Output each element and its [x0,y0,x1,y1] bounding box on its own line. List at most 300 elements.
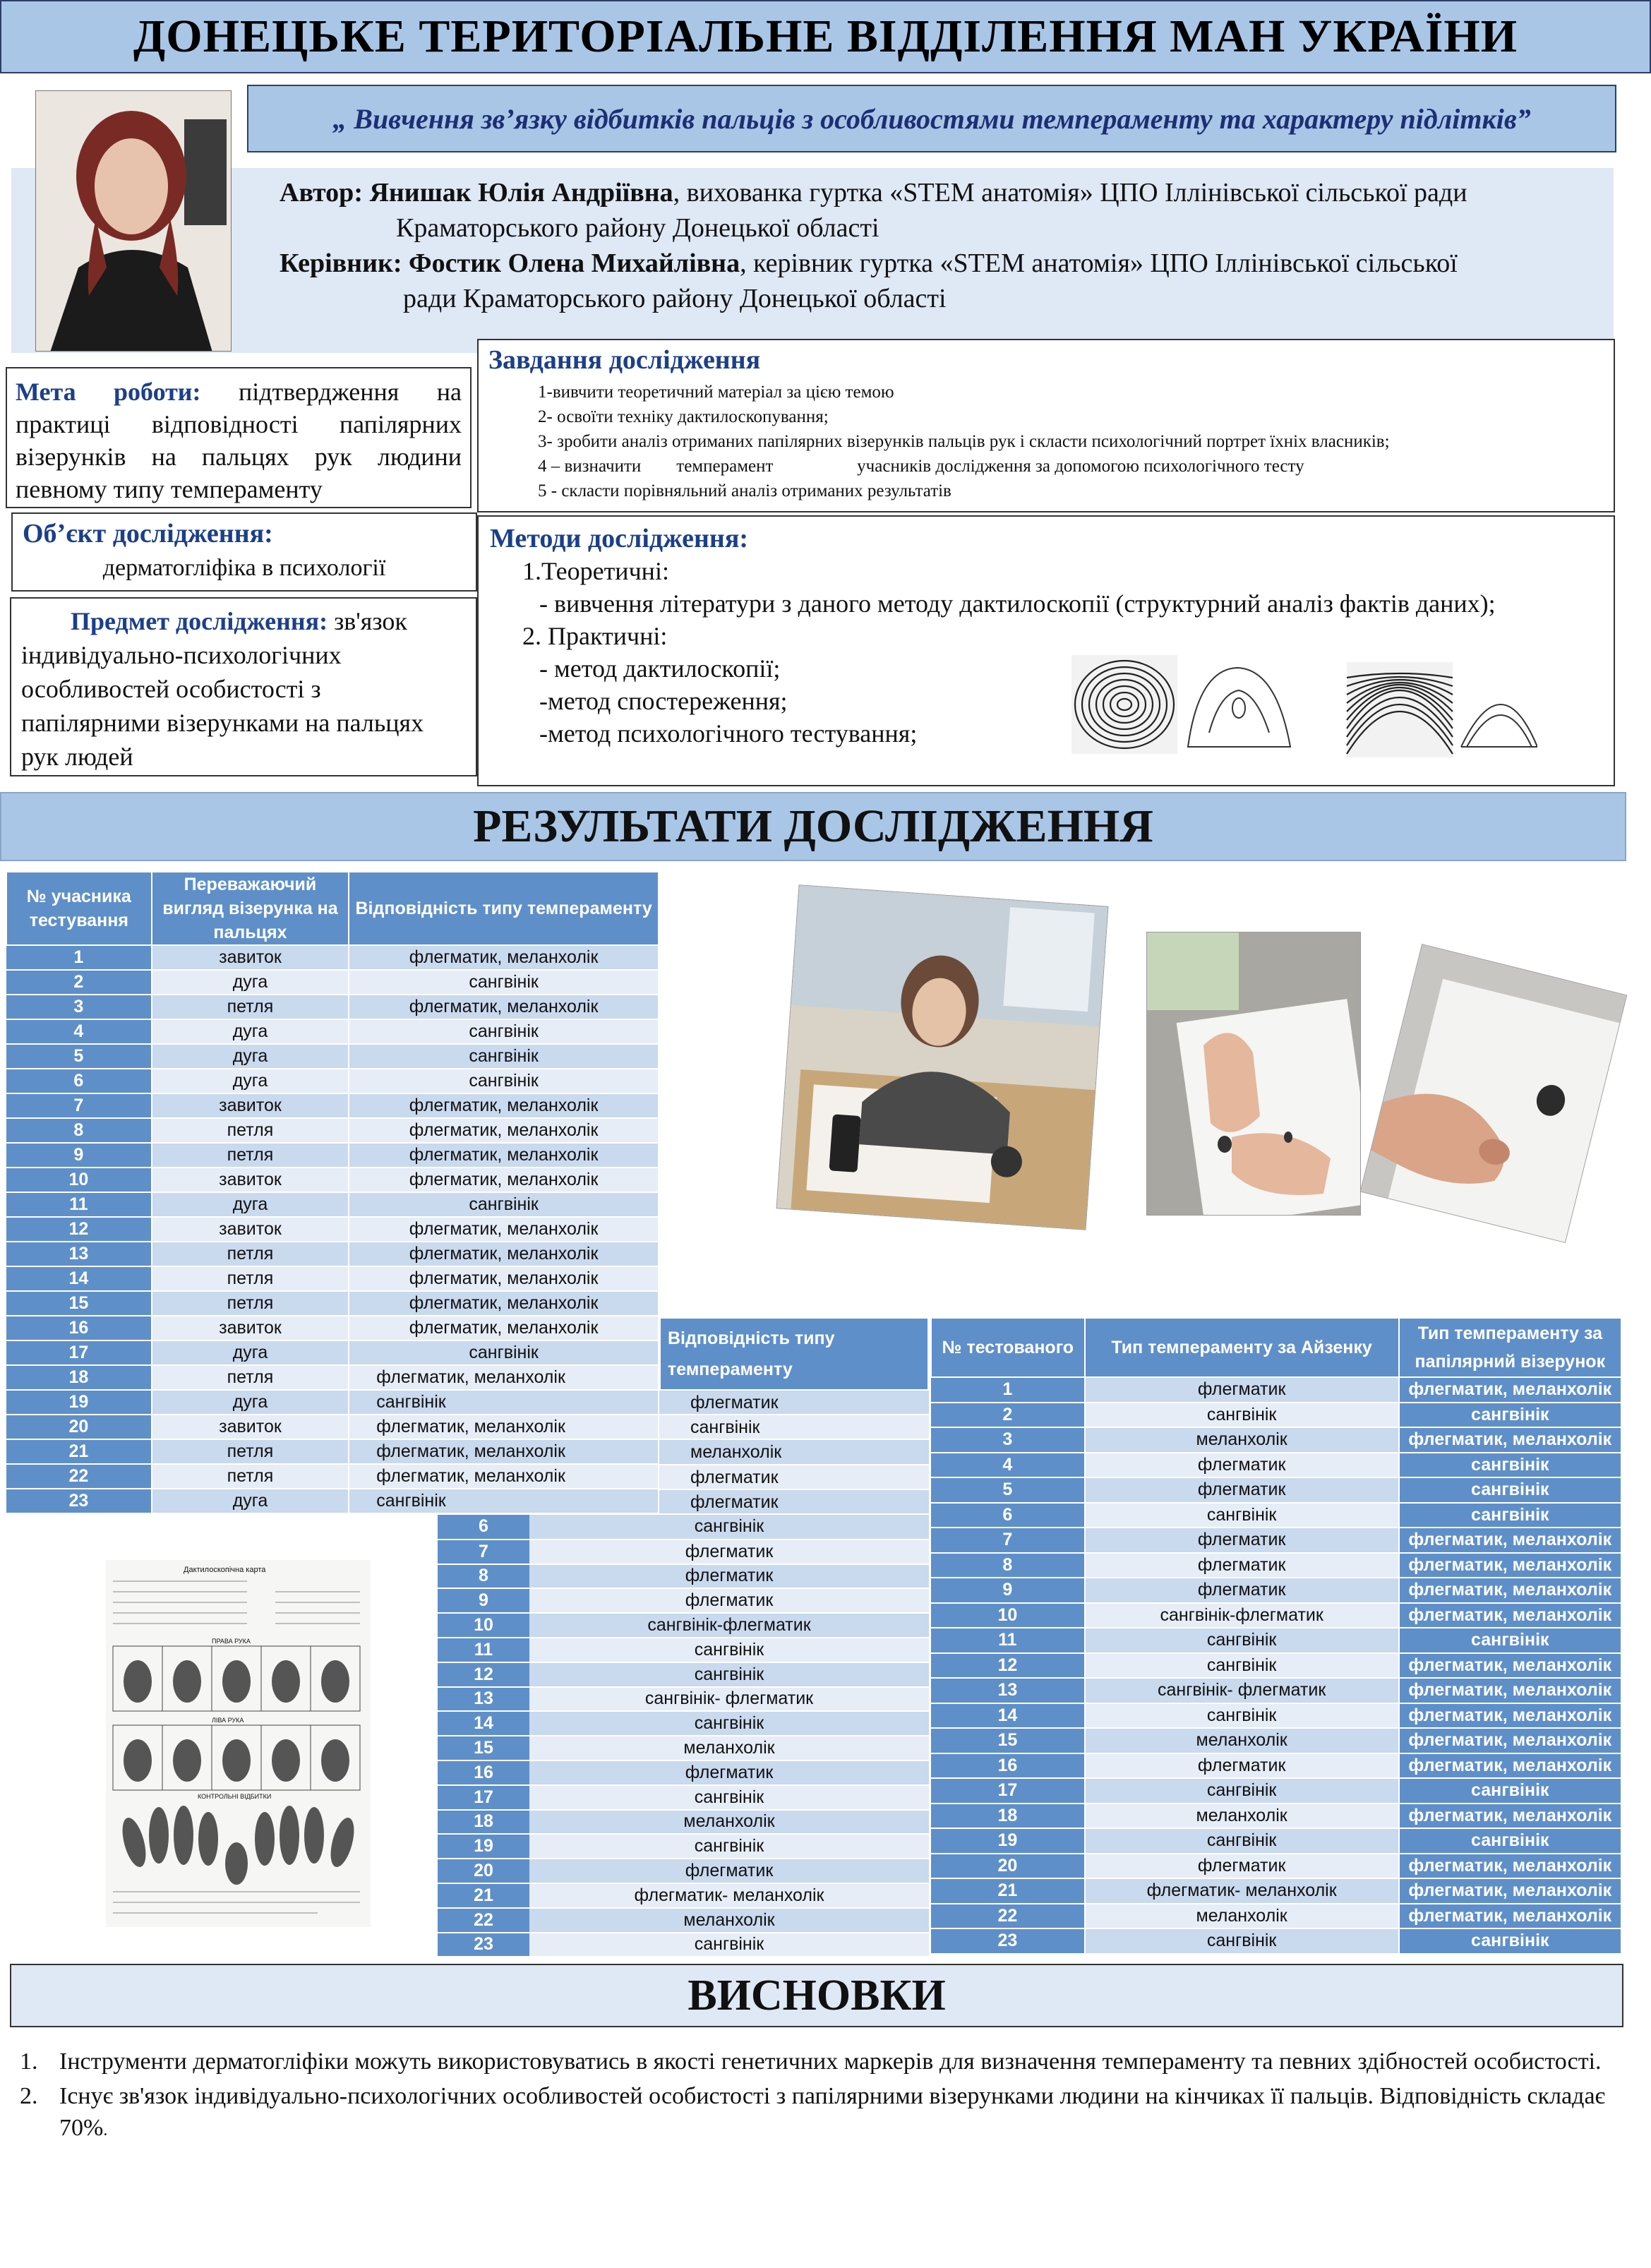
col-header: Переважаючий вигляд візерунка на пальцях [152,872,349,945]
temperament-cell: флегматик, меланхолік [349,1415,659,1439]
table-row [931,1578,1621,1603]
table2-cell: сангвінік [659,1415,929,1440]
table-row [931,1477,1621,1503]
tested-number: 10 [931,1603,1085,1628]
col-header: Відповідність типу темпераменту [349,872,659,945]
pattern-cell: дуга [152,970,349,995]
conclusion-text: Існує зв'язок індивідуально-психологічних особливостей особистості з папілярними візерунками людини на кінчиках її пальців. Відповідність складає 70% [59,2083,1606,2141]
table-row [6,1242,659,1266]
pattern-type-cell: флегматик, меланхолік [1399,1728,1621,1753]
table-row [6,1217,659,1242]
table-row [931,1878,1621,1904]
pattern-type-cell: флегматик, меланхолік [1399,1528,1621,1553]
temperament-cell: флегматик, меланхолік [349,1217,659,1242]
tested-number: 21 [931,1878,1085,1904]
eysenck-type-cell: меланхолік [1085,1728,1399,1753]
temperament-cell: сангвінік [349,1044,659,1069]
eysenck-type-cell: сангвінік [1085,1703,1399,1729]
practice-item: -метод спостереження; [539,687,788,715]
tested-number: 13 [438,1687,529,1712]
tested-number: 15 [438,1736,529,1760]
pattern-type-cell: сангвінік [1399,1403,1621,1428]
eysenck-type-cell: сангвінік [1085,1778,1399,1804]
table-row [6,1464,659,1489]
conclusion-item [20,2080,1615,2147]
eysenck-cell: флегматик [529,1760,929,1785]
table-row [6,995,659,1019]
eysenck-cell: флегматик [529,1540,929,1564]
temperament-cell: флегматик, меланхолік [349,1093,659,1118]
card-label: ПРАВА РУКА [212,1638,251,1645]
tested-number: 7 [931,1528,1085,1553]
temperament-cell: флегматик, меланхолік [349,1242,659,1266]
pattern-cell: петля [152,1365,349,1390]
table-row [6,1340,659,1365]
table-row [438,1711,929,1736]
participants-table [6,871,659,1514]
eysenck-type-cell: флегматик [1085,1453,1399,1478]
work-title: „ Вивчення зв’язку відбитків пальців з особливостями темпераменту та характеру підлітків” [332,102,1531,135]
table2-header: Відповідність типу темпераменту [659,1317,929,1391]
tested-number: 11 [931,1628,1085,1653]
table-row [931,1753,1621,1779]
pattern-cell: завиток [152,1316,349,1340]
table-header-row [6,872,659,945]
author-label: Автор: Янишак Юлія Андріївна [280,178,673,208]
pattern-cell: петля [152,995,349,1019]
tested-number: 4 [931,1453,1085,1478]
pattern-cell: завиток [152,1168,349,1192]
tested-number: 12 [438,1662,529,1687]
fingerprint-illustrations [1071,655,1537,761]
table-row [931,1904,1621,1929]
tested-number: 23 [931,1928,1085,1954]
table-row [438,1588,929,1613]
table2-cell: флегматик [659,1490,929,1515]
participant-number: 12 [6,1217,152,1242]
pattern-cell: завиток [152,1217,349,1242]
eysenck-type-cell: меланхолік [1085,1904,1399,1929]
methods-box [477,515,1615,786]
table-header-row [931,1318,1621,1377]
eysenck-type-cell: флегматик [1085,1477,1399,1503]
photo-taking-prints [1146,932,1361,1216]
header-banner [0,0,1651,73]
pattern-type-cell: флегматик, меланхолік [1399,1804,1621,1829]
eysenck-type-cell: флегматик [1085,1528,1399,1553]
eysenck-cell: флегматик- меланхолік [529,1883,929,1908]
pattern-cell: дуга [152,1489,349,1513]
fingerprint-whorl-icon [1071,655,1177,754]
tested-number: 8 [931,1553,1085,1578]
eysenck-table-body [438,1515,929,1957]
arch-diagram-icon [1461,704,1537,747]
table-row [6,1168,659,1192]
tested-number: 18 [438,1810,529,1835]
eysenck-type-cell: флегматик- меланхолік [1085,1878,1399,1904]
temperament-cell: сангвінік [349,1390,659,1415]
eysenck-cell: меланхолік [529,1736,929,1760]
participant-number: 13 [6,1242,152,1266]
participant-number: 21 [6,1439,152,1464]
tested-number: 3 [931,1427,1085,1453]
eysenck-type-cell: меланхолік [1085,1427,1399,1453]
participant-number: 15 [6,1291,152,1316]
col-header: Тип темпераменту за папілярний візерунок [1399,1318,1621,1377]
pattern-type-cell: сангвінік [1399,1503,1621,1528]
table-row [438,1834,929,1859]
object-title: Об’єкт дослідження: [23,519,273,548]
tasks-list [488,380,1604,503]
eysenck-cell: сангвінік [529,1662,929,1687]
task-item: 3- зробити аналіз отриманих папілярних візерунків пальців рук і скласти психологічний портрет їхніх власників; [538,432,1390,451]
subject-box [10,597,477,776]
table-row [931,1528,1621,1553]
table-row [6,1118,659,1143]
participant-number: 20 [6,1415,152,1439]
table2-cell: флегматик [659,1391,929,1415]
tested-number: 19 [438,1834,529,1859]
table-row [438,1515,929,1540]
pattern-cell: петля [152,1118,349,1143]
table-row [6,1415,659,1439]
tested-number: 22 [438,1908,529,1933]
pattern-type-cell: флегматик, меланхолік [1399,1904,1621,1929]
tested-number: 20 [931,1854,1085,1879]
participant-number: 19 [6,1390,152,1415]
card-label: ЛІВА РУКА [212,1717,244,1724]
tested-number: 21 [438,1883,529,1908]
photo-finger-print [1360,944,1628,1243]
eysenck-cell: флегматик [529,1564,929,1589]
table-row [6,1489,659,1513]
table-row [6,1143,659,1168]
pattern-cell: петля [152,1439,349,1464]
pattern-type-cell: сангвінік [1399,1453,1621,1478]
tested-number: 18 [931,1804,1085,1829]
table-row [931,1928,1621,1954]
table-row [438,1760,929,1785]
participant-number: 23 [6,1489,152,1513]
temperament-cell: сангвінік [349,970,659,995]
pattern-cell: дуга [152,1044,349,1069]
pattern-type-cell: флегматик, меланхолік [1399,1678,1621,1703]
pattern-cell: дуга [152,1192,349,1217]
participant-number: 10 [6,1168,152,1192]
table-row [931,1828,1621,1854]
tested-number: 6 [931,1503,1085,1528]
table-row [931,1453,1621,1478]
table-row [6,1069,659,1093]
col-header: Тип темпераменту за Айзенку [1085,1318,1399,1377]
eysenck-cell: сангвінік-флегматик [529,1613,929,1638]
pattern-cell: дуга [152,1340,349,1365]
pattern-type-cell: флегматик, меланхолік [1399,1603,1621,1628]
table-row [438,1662,929,1687]
practice-item: - метод дактилоскопії; [539,654,781,683]
eysenck-cell: сангвінік [529,1638,929,1662]
subject-label: Предмет дослідження: [71,607,328,635]
eysenck-cell: меланхолік [529,1908,929,1933]
table-row [6,1266,659,1291]
pattern-type-cell: флегматик, меланхолік [1399,1578,1621,1603]
table-row [931,1728,1621,1753]
temperament-cell: сангвінік [349,1192,659,1217]
table-row [438,1687,929,1712]
eysenck-type-cell: флегматик [1085,1753,1399,1779]
table-row [6,945,659,970]
temperament-cell: сангвінік [349,1340,659,1365]
conclusion-number: 2. [20,2083,38,2109]
table-row [438,1540,929,1564]
table-row [6,1365,659,1390]
fingerprint-arch-icon [1347,662,1453,757]
tested-number: 10 [438,1613,529,1638]
tested-number: 19 [931,1828,1085,1854]
participant-number: 9 [6,1143,152,1168]
eysenck-type-cell: сангвінік-флегматик [1085,1603,1399,1628]
tested-number: 6 [438,1515,529,1540]
table-row [438,1785,929,1810]
eysenck-type-cell: флегматик [1085,1377,1399,1403]
temperament-cell: флегматик, меланхолік [349,1118,659,1143]
eysenck-cell: сангвінік [529,1515,929,1540]
table-row [931,1427,1621,1453]
table-row [6,1291,659,1316]
table2-top-values [659,1391,929,1515]
pattern-type-cell: флегматик, меланхолік [1399,1878,1621,1904]
table-row [931,1377,1621,1403]
tasks-title: Завдання дослідження [488,345,761,375]
temperament-cell: флегматик, меланхолік [349,1143,659,1168]
eysenck-type-cell: сангвінік [1085,1928,1399,1954]
whorl-diagram-icon [1188,668,1290,747]
pattern-type-cell: флегматик, меланхолік [1399,1653,1621,1679]
participant-number: 14 [6,1266,152,1291]
theory-item: - вивчення літератури з даного методу дактилоскопії (структурний аналіз фактів даних); [539,589,1496,618]
pattern-type-cell: сангвінік [1399,1628,1621,1653]
supervisor-text2: ради Краматорського району Донецької області [403,284,947,313]
goal-text: підтвердження на практиці відповідності папілярних візерунків на пальцях рук людини певному типу темпераменту [16,378,462,503]
tested-number: 16 [931,1753,1085,1779]
conclusion-tail: . [103,2121,108,2140]
supervisor-text1: , керівник гуртка «STEM анатомія» ЦПО Іллінівської сільської [740,248,1458,278]
methods-title: Методи дослідження: [490,524,749,553]
table-row [931,1403,1621,1428]
temperament-cell: флегматик, меланхолік [349,1316,659,1340]
temperament-cell: флегматик, меланхолік [349,1266,659,1291]
table-row [438,1883,929,1908]
participant-number: 5 [6,1044,152,1069]
tested-number: 1 [931,1377,1085,1403]
table-row [438,1810,929,1835]
table-row [438,1908,929,1933]
eysenck-cell: флегматик [529,1859,929,1883]
table-row [931,1553,1621,1578]
pattern-type-cell: флегматик, меланхолік [1399,1753,1621,1779]
eysenck-cell: флегматик [529,1588,929,1613]
tested-number: 7 [438,1540,529,1564]
table-row [6,1439,659,1464]
pattern-type-cell: флегматик, меланхолік [1399,1854,1621,1879]
table-row [6,1019,659,1044]
tested-number: 14 [931,1703,1085,1729]
task-item: 2- освоїти техніку дактилоскопування; [538,407,829,426]
eysenck-table [438,1515,929,1957]
participant-number: 3 [6,995,152,1019]
participant-number: 4 [6,1019,152,1044]
tested-number: 13 [931,1678,1085,1703]
table-row [931,1854,1621,1879]
pattern-cell: завиток [152,1415,349,1439]
pattern-cell: петля [152,1464,349,1489]
practice-item: -метод психологічного тестування; [539,719,918,748]
theory-label: 1.Теоретичні: [522,557,669,585]
goal-box [6,367,472,508]
author-text [280,175,1607,316]
tested-number: 5 [931,1477,1085,1503]
comparison-table [930,1317,1622,1955]
object-box [11,512,477,592]
fingerprint-card-drawing [106,1560,371,1927]
conclusion-item [20,2046,1615,2077]
eysenck-type-cell: флегматик [1085,1553,1399,1578]
pattern-type-cell: сангвінік [1399,1477,1621,1503]
participant-number: 18 [6,1365,152,1390]
table2-cell: флегматик [659,1465,929,1490]
eysenck-type-cell: сангвінік [1085,1653,1399,1679]
conclusions-title: ВИСНОВКИ [688,1971,946,2020]
temperament-cell: флегматик, меланхолік [349,945,659,970]
task-item: 5 - скласти порівняльний аналіз отриманих результатів [538,481,951,500]
table2-cell: меланхолік [659,1440,929,1465]
conclusions-banner [10,1964,1623,2027]
tested-number: 11 [438,1638,529,1662]
subject-text: зв'язок індивідуально-психологічних особливостей особистості з папілярними візерунками на пальцях рук людей [21,607,424,771]
tasks-box [477,339,1615,512]
tested-number: 14 [438,1711,529,1736]
eysenck-type-cell: сангвінік [1085,1828,1399,1854]
participant-number: 11 [6,1192,152,1217]
temperament-cell: флегматик, меланхолік [349,1464,659,1489]
task-item: 4 – визначити темперамент учасників дослідження за допомогою психологічного тесту [538,457,1304,476]
tested-number: 22 [931,1904,1085,1929]
conclusion-number: 1. [20,2048,38,2075]
pattern-cell: дуга [152,1390,349,1415]
photo-fingerprinting-student [776,884,1108,1230]
work-title-box [247,85,1616,152]
task-item: 1-вивчити теоретичний матеріал за цією темою [538,383,894,402]
temperament-cell: флегматик, меланхолік [349,1291,659,1316]
table-row [6,1044,659,1069]
tested-number: 16 [438,1760,529,1785]
participants-table-body [6,945,659,1513]
author-text2: Краматорського району Донецької області [396,213,879,243]
eysenck-type-cell: сангвінік [1085,1403,1399,1428]
temperament-cell: сангвінік [349,1069,659,1093]
table-row [6,1390,659,1415]
participant-number: 22 [6,1464,152,1489]
table-row [931,1603,1621,1628]
pattern-cell: петля [152,1143,349,1168]
tested-number: 17 [438,1785,529,1810]
table-row [438,1638,929,1662]
tested-number: 23 [438,1933,529,1957]
eysenck-type-cell: сангвінік [1085,1503,1399,1528]
table-row [931,1804,1621,1829]
fingerprint-card [106,1560,371,1927]
participant-number: 6 [6,1069,152,1093]
col-header: № учасника тестування [6,872,152,945]
tested-number: 2 [931,1403,1085,1428]
pattern-cell: петля [152,1291,349,1316]
table-row [6,1316,659,1340]
col-header: № тестованого [931,1318,1085,1377]
tested-number: 12 [931,1653,1085,1679]
pattern-type-cell: флегматик, меланхолік [1399,1553,1621,1578]
table-row [6,970,659,995]
pattern-cell: дуга [152,1069,349,1093]
eysenck-type-cell: флегматик [1085,1578,1399,1603]
pattern-cell: петля [152,1266,349,1291]
conclusions-list [20,2046,1615,2149]
eysenck-cell: меланхолік [529,1810,929,1835]
pattern-type-cell: сангвінік [1399,1828,1621,1854]
pattern-type-cell: сангвінік [1399,1778,1621,1804]
tested-number: 15 [931,1728,1085,1753]
tested-number: 9 [438,1588,529,1613]
table-row [438,1933,929,1957]
practice-label: 2. Практичні: [522,622,668,650]
tested-number: 9 [931,1578,1085,1603]
pattern-type-cell: флегматик, меланхолік [1399,1377,1621,1403]
results-banner [0,792,1626,861]
page-title: ДОНЕЦЬКЕ ТЕРИТОРІАЛЬНЕ ВІДДІЛЕННЯ МАН УКРАЇНИ [133,11,1518,62]
table-row [438,1859,929,1883]
eysenck-cell: сангвінік [529,1785,929,1810]
pattern-type-cell: флегматик, меланхолік [1399,1427,1621,1453]
pattern-cell: завиток [152,1093,349,1118]
table-row [931,1778,1621,1804]
pattern-cell: завиток [152,945,349,970]
table-row [931,1628,1621,1653]
table-row [438,1564,929,1589]
table-row [931,1503,1621,1528]
eysenck-cell: сангвінік [529,1711,929,1736]
participant-number: 2 [6,970,152,995]
pattern-type-cell: сангвінік [1399,1928,1621,1954]
table-row [438,1736,929,1760]
eysenck-type-cell: меланхолік [1085,1804,1399,1829]
tested-number: 8 [438,1564,529,1589]
results-title: РЕЗУЛЬТАТИ ДОСЛІДЖЕННЯ [473,800,1153,852]
participant-number: 1 [6,945,152,970]
author-photo [35,90,232,352]
table-row [6,1192,659,1217]
temperament-cell: флегматик, меланхолік [349,1168,659,1192]
eysenck-cell: сангвінік [529,1933,929,1957]
eysenck-type-cell: сангвінік- флегматик [1085,1678,1399,1703]
eysenck-type-cell: флегматик [1085,1854,1399,1879]
participant-number: 7 [6,1093,152,1118]
table-row [931,1678,1621,1703]
author-block [11,168,1614,353]
pattern-type-cell: флегматик, меланхолік [1399,1703,1621,1729]
participant-number: 16 [6,1316,152,1340]
author-text1: , вихованка гуртка «STEM анатомія» ЦПО Іллінівської сільської ради [673,178,1467,208]
temperament-cell: сангвінік [349,1019,659,1044]
participant-number: 8 [6,1118,152,1143]
